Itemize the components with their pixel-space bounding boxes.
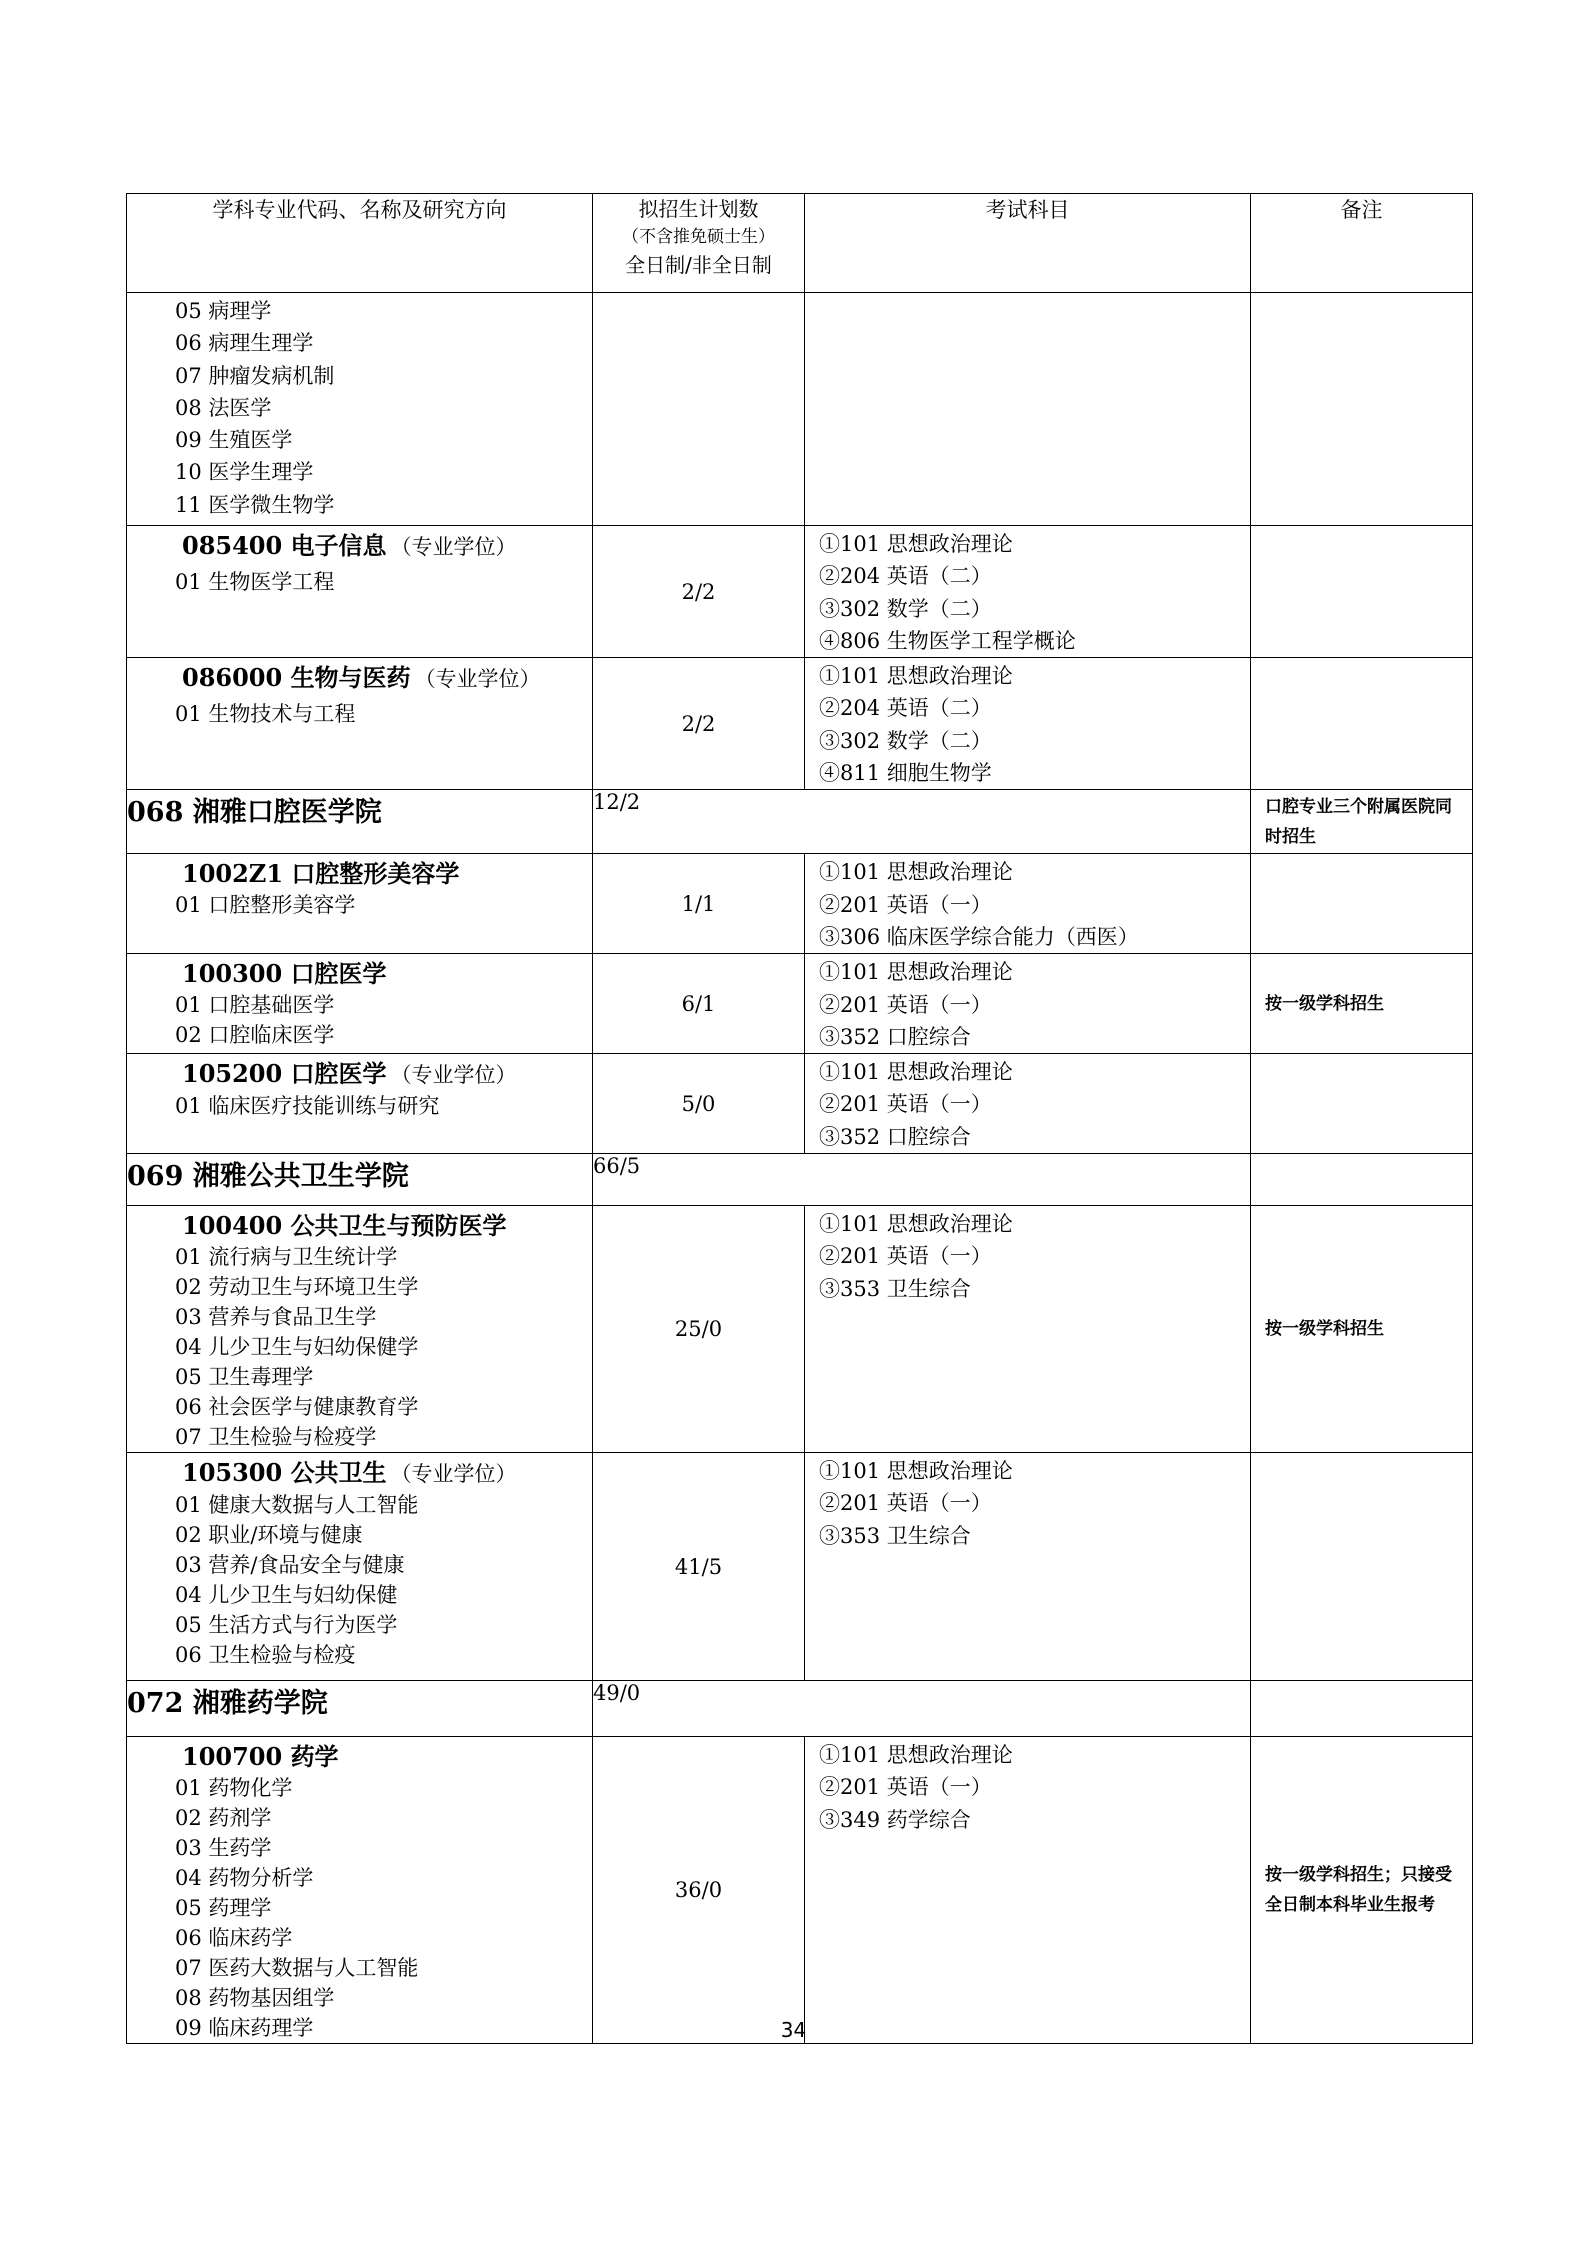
direction-item: 03 生药学	[175, 1836, 272, 1861]
exam-list	[805, 526, 1250, 657]
major-row	[127, 1453, 1473, 1681]
direction-item: 01 口腔整形美容学	[175, 893, 356, 918]
direction-item: 01 健康大数据与人工智能	[175, 1493, 419, 1518]
exam-item: ③349 药学综合	[819, 1807, 971, 1832]
exam-item: ①101 思想政治理论	[819, 1743, 1013, 1768]
continued-count	[593, 293, 805, 526]
direction-item: 07 卫生检验与检疫学	[175, 1425, 377, 1450]
major-name: 口腔整形美容学	[291, 860, 460, 889]
exam-cell	[805, 1206, 1251, 1453]
institute-row	[127, 1681, 1473, 1737]
major-heading	[127, 854, 592, 890]
direction-item: 10 医学生理学	[175, 460, 314, 485]
direction-item: 04 儿少卫生与妇幼保健	[175, 1583, 398, 1608]
exam-item: ③353 卫生综合	[819, 1523, 971, 1548]
plan-count: 6/1	[593, 954, 805, 1054]
direction-item: 06 临床药学	[175, 1926, 293, 1951]
degree-tag: （专业学位）	[390, 1063, 517, 1088]
table-header-row	[127, 194, 1473, 293]
exam-list	[805, 854, 1250, 953]
major-heading	[127, 658, 592, 695]
note-cell	[1251, 658, 1473, 790]
exam-cell	[805, 658, 1251, 790]
exam-item: ①101 思想政治理论	[819, 1459, 1013, 1484]
direction-item: 05 病理学	[175, 299, 272, 323]
exam-item: ②201 英语（一）	[819, 892, 992, 917]
direction-list	[127, 1773, 592, 2043]
exam-item: ①101 思想政治理论	[819, 1060, 1013, 1085]
exam-item: ①101 思想政治理论	[819, 960, 1013, 985]
major-code: 100300	[182, 959, 283, 989]
continued-note	[1251, 293, 1473, 526]
major-code: 105300	[182, 1458, 283, 1488]
exam-item: ③353 卫生综合	[819, 1276, 971, 1301]
plan-count: 2/2	[593, 658, 805, 790]
note-cell	[1251, 1054, 1473, 1154]
note-cell	[1251, 526, 1473, 658]
direction-list	[127, 990, 592, 1050]
direction-item: 05 卫生毒理学	[175, 1365, 314, 1390]
major-cell	[127, 954, 593, 1054]
direction-item: 06 社会医学与健康教育学	[175, 1395, 419, 1420]
direction-list	[127, 1091, 592, 1121]
direction-list	[127, 563, 592, 597]
major-heading	[127, 1054, 592, 1091]
major-code: 100700	[182, 1742, 283, 1772]
major-cell	[127, 1737, 593, 2044]
exam-item: ②201 英语（一）	[819, 1092, 992, 1117]
direction-item: 11 医学微生物学	[175, 492, 335, 517]
exam-list	[805, 954, 1250, 1053]
major-code: 1002Z1	[182, 859, 284, 889]
direction-item: 04 药物分析学	[175, 1866, 314, 1891]
major-row	[127, 1206, 1473, 1453]
major-cell	[127, 1453, 593, 1681]
direction-item: 08 法医学	[175, 395, 272, 420]
major-name: 电子信息	[290, 532, 387, 560]
exam-item: ③352 口腔综合	[819, 1124, 971, 1149]
major-heading	[127, 1737, 592, 1773]
major-heading	[127, 954, 592, 990]
direction-item: 03 营养与食品卫生学	[175, 1305, 377, 1330]
exam-item: ④806 生物医学工程学概论	[819, 628, 1076, 653]
plan-count: 2/2	[593, 526, 805, 658]
exam-item: ①101 思想政治理论	[819, 532, 1013, 556]
major-row	[127, 854, 1473, 954]
exam-item: ③352 口腔综合	[819, 1024, 971, 1049]
major-row	[127, 658, 1473, 790]
major-name: 公共卫生与预防医学	[290, 1212, 507, 1241]
major-heading	[127, 1206, 592, 1242]
direction-item: 06 卫生检验与检疫	[175, 1643, 356, 1668]
direction-item: 01 药物化学	[175, 1776, 293, 1801]
direction-item: 02 职业/环境与健康	[175, 1523, 363, 1548]
major-cell	[127, 658, 593, 790]
exam-item: ①101 思想政治理论	[819, 664, 1013, 689]
direction-item: 02 药剂学	[175, 1806, 272, 1831]
exam-cell	[805, 1054, 1251, 1154]
direction-list	[127, 1490, 592, 1670]
exam-item: ②201 英语（一）	[819, 1775, 992, 1800]
page-number: 34	[780, 2018, 807, 2042]
direction-list	[127, 890, 592, 920]
direction-item: 01 口腔基础医学	[175, 993, 335, 1018]
admissions-table	[126, 193, 1473, 2044]
direction-item: 03 营养/食品安全与健康	[175, 1553, 405, 1578]
direction-item: 01 流行病与卫生统计学	[175, 1245, 398, 1270]
major-cell	[127, 526, 593, 658]
exam-cell	[805, 1453, 1251, 1681]
institute-name: 湘雅药学院	[192, 1688, 328, 1720]
exam-cell	[805, 854, 1251, 954]
header-plan-title: 拟招生计划数	[638, 197, 759, 221]
exam-cell	[805, 954, 1251, 1054]
continued-directions	[127, 293, 593, 526]
header-col-exam: 考试科目	[805, 194, 1251, 293]
note-cell	[1251, 1453, 1473, 1681]
major-code: 100400	[182, 1211, 283, 1241]
direction-item: 01 生物医学工程	[175, 570, 335, 594]
plan-count: 5/0	[593, 1054, 805, 1154]
plan-count: 41/5	[593, 1453, 805, 1681]
plan-count: 25/0	[593, 1206, 805, 1453]
institute-count: 66/5	[593, 1154, 1251, 1206]
institute-note	[1251, 1681, 1473, 1737]
exam-list	[805, 658, 1250, 789]
exam-item: ③302 数学（二）	[819, 596, 992, 621]
direction-item: 06 病理生理学	[175, 331, 314, 356]
exam-item: ③302 数学（二）	[819, 728, 992, 753]
major-code: 105200	[182, 1059, 283, 1089]
direction-item: 07 肿瘤发病机制	[175, 363, 335, 388]
major-row	[127, 954, 1473, 1054]
exam-item: ②201 英语（一）	[819, 1491, 992, 1516]
direction-item: 05 生活方式与行为医学	[175, 1613, 398, 1638]
institute-code: 069	[127, 1161, 184, 1193]
major-name: 口腔医学	[290, 1060, 387, 1089]
exam-cell	[805, 1737, 1251, 2044]
direction-item: 05 药理学	[175, 1896, 272, 1921]
exam-item: ④811 细胞生物学	[819, 761, 992, 786]
major-row	[127, 526, 1473, 658]
institute-row	[127, 790, 1473, 854]
major-cell	[127, 1206, 593, 1453]
institute-note	[1251, 1154, 1473, 1206]
direction-list	[127, 293, 592, 525]
direction-item: 08 药物基因组学	[175, 1986, 335, 2011]
major-code: 085400	[182, 531, 283, 560]
note-cell: 按一级学科招生；只接受全日制本科毕业生报考	[1251, 1737, 1473, 2044]
degree-tag: （专业学位）	[414, 667, 541, 692]
table-body	[127, 293, 1473, 2044]
institute-note: 口腔专业三个附属医院同时招生	[1251, 790, 1473, 854]
major-code: 086000	[182, 663, 283, 693]
exam-item: ③306 临床医学综合能力（西医）	[819, 924, 1139, 949]
exam-item: ②204 英语（二）	[819, 564, 992, 589]
plan-count: 1/1	[593, 854, 805, 954]
exam-item: ①101 思想政治理论	[819, 1212, 1013, 1237]
direction-item: 02 劳动卫生与环境卫生学	[175, 1275, 419, 1300]
institute-code: 068	[127, 797, 184, 829]
institute-name-cell	[127, 790, 593, 854]
major-cell	[127, 854, 593, 954]
degree-tag: （专业学位）	[390, 1462, 517, 1487]
major-name: 生物与医药	[290, 664, 411, 693]
exam-item: ②201 英语（一）	[819, 992, 992, 1017]
header-plan-subtitle: （不含推免硕士生）	[622, 227, 775, 247]
direction-item: 04 儿少卫生与妇幼保健学	[175, 1335, 419, 1360]
major-name: 药学	[290, 1743, 339, 1772]
institute-row	[127, 1154, 1473, 1206]
major-cell	[127, 1054, 593, 1154]
note-cell: 按一级学科招生	[1251, 1206, 1473, 1453]
header-col-plan	[593, 194, 805, 293]
exam-list	[805, 1453, 1250, 1552]
plan-count: 36/0	[593, 1737, 805, 2044]
direction-item: 01 临床医疗技能训练与研究	[175, 1094, 440, 1119]
institute-count: 12/2	[593, 790, 1251, 854]
exam-item: ②201 英语（一）	[819, 1244, 992, 1269]
note-cell	[1251, 854, 1473, 954]
major-name: 公共卫生	[290, 1459, 387, 1488]
institute-name-cell	[127, 1154, 593, 1206]
institute-code: 072	[127, 1688, 184, 1720]
note-cell: 按一级学科招生	[1251, 954, 1473, 1054]
major-heading	[127, 1453, 592, 1490]
institute-count: 49/0	[593, 1681, 1251, 1737]
direction-item: 01 生物技术与工程	[175, 702, 356, 727]
table-row-continued	[127, 293, 1473, 526]
header-col-note: 备注	[1251, 194, 1473, 293]
institute-name: 湘雅公共卫生学院	[192, 1161, 409, 1193]
institute-name: 湘雅口腔医学院	[192, 797, 382, 829]
exam-item: ②204 英语（二）	[819, 696, 992, 721]
direction-item: 07 医药大数据与人工智能	[175, 1956, 419, 1981]
direction-item: 02 口腔临床医学	[175, 1023, 335, 1048]
exam-list	[805, 1054, 1250, 1153]
major-name: 口腔医学	[290, 960, 387, 989]
direction-item: 09 临床药理学	[175, 2016, 314, 2041]
direction-list	[127, 695, 592, 729]
header-plan-mode: 全日制/非全日制	[625, 253, 772, 277]
exam-item: ①101 思想政治理论	[819, 860, 1013, 885]
major-row	[127, 1737, 1473, 2044]
direction-list	[127, 1242, 592, 1452]
exam-list	[805, 1206, 1250, 1305]
institute-name-cell	[127, 1681, 593, 1737]
header-col-major: 学科专业代码、名称及研究方向	[127, 194, 593, 293]
exam-list	[805, 1737, 1250, 1836]
exam-cell	[805, 526, 1251, 658]
major-row	[127, 1054, 1473, 1154]
major-heading	[127, 526, 592, 563]
degree-tag: （专业学位）	[390, 535, 517, 559]
continued-exams	[805, 293, 1251, 526]
direction-item: 09 生殖医学	[175, 428, 293, 453]
